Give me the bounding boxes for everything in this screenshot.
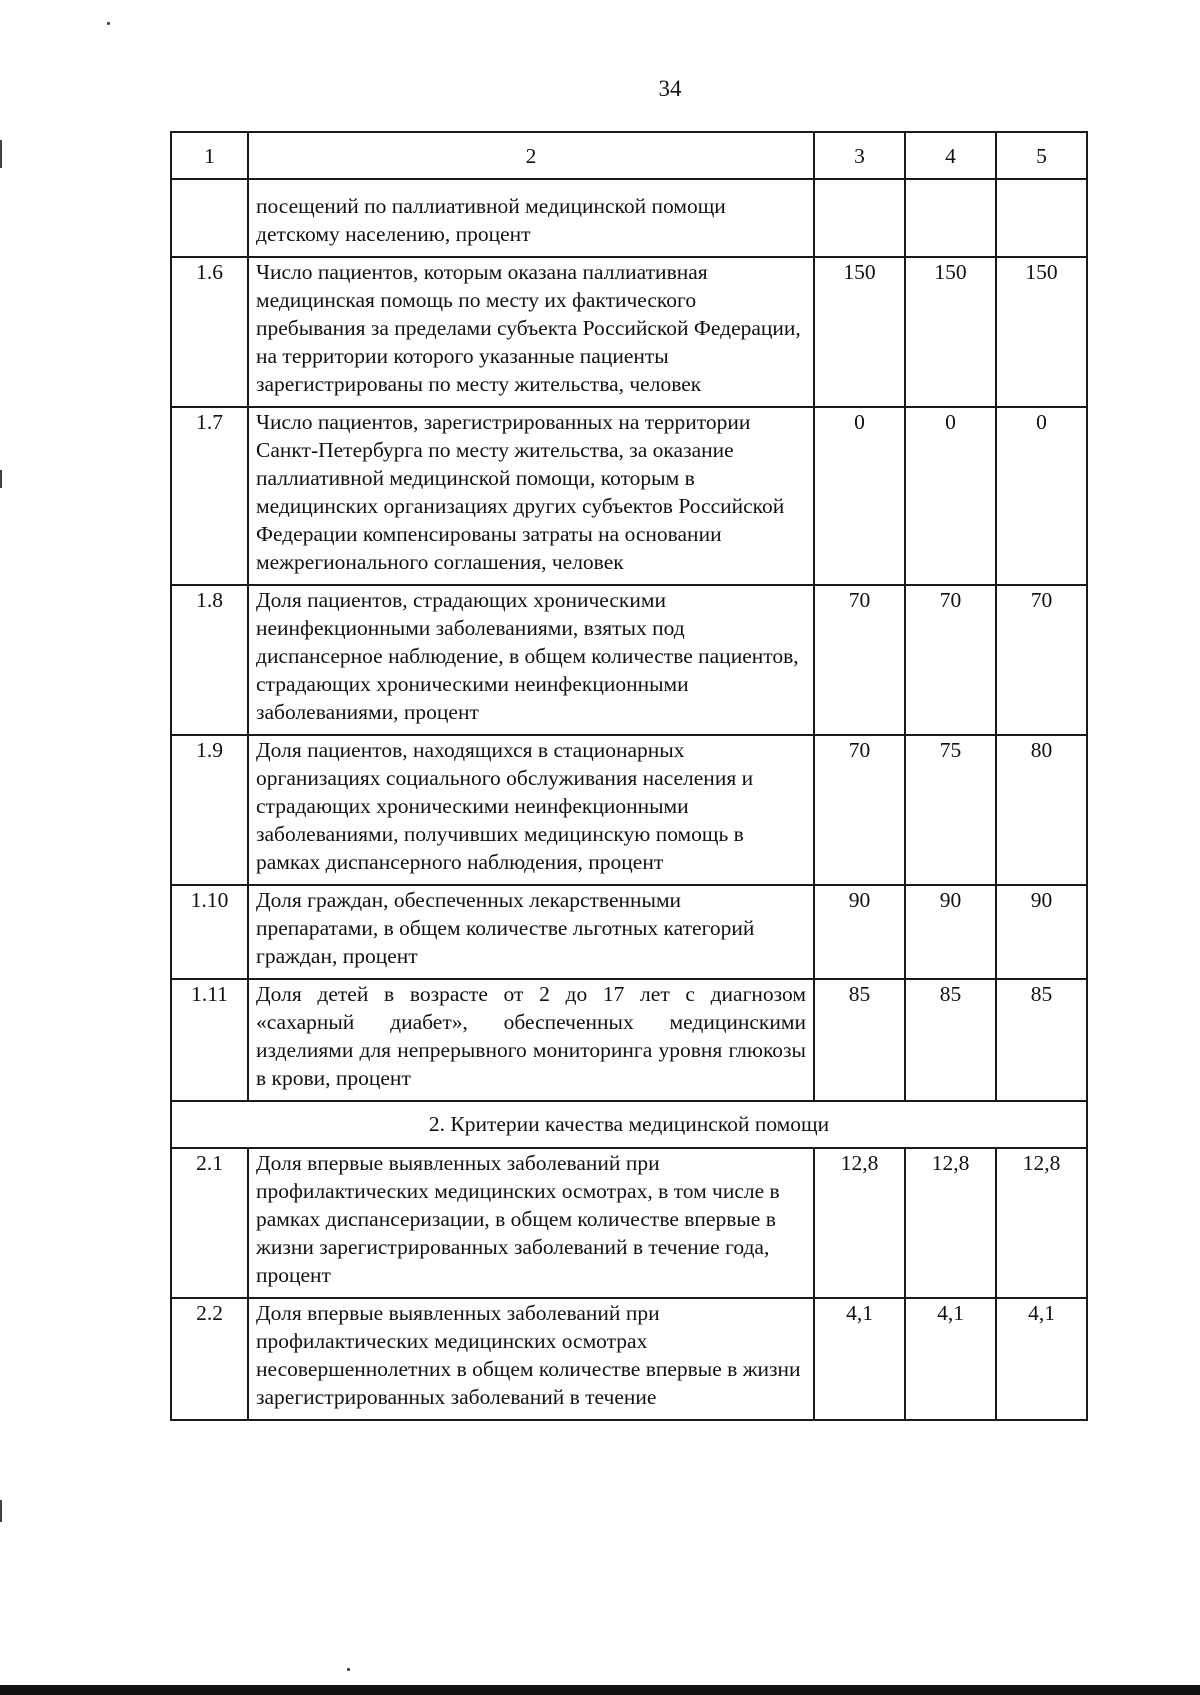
section-title: 2. Критерии качества медицинской помощи: [171, 1101, 1087, 1148]
row-value-col4: 70: [905, 585, 996, 735]
table-row: [171, 407, 1087, 585]
row-value-col5: 150: [996, 257, 1087, 407]
header-cell-3: 3: [814, 132, 905, 179]
row-value-col5: 70: [996, 585, 1087, 735]
scan-bottom-edge: [0, 1685, 1200, 1695]
criteria-table: [170, 131, 1088, 1421]
row-description: Число пациентов, зарегистрированных на территории Санкт-Петербурга по месту жительства, за оказание паллиативной медицинской помощи, которым в медицинских организациях других субъектов Российской Федерации компенсированы затраты на основании межрегионального соглашения, человек: [248, 407, 814, 585]
row-number: 2.2: [171, 1298, 248, 1420]
header-cell-5: 5: [996, 132, 1087, 179]
row-value-col4: 0: [905, 407, 996, 585]
table-row: [171, 257, 1087, 407]
row-description: посещений по паллиативной медицинской помощи детскому населению, процент: [248, 179, 814, 257]
page-number: 34: [658, 76, 682, 101]
row-value-col3: 70: [814, 585, 905, 735]
row-value-col3: [814, 179, 905, 257]
row-description: Доля пациентов, находящихся в стационарных организациях социального обслуживания населения и страдающих хроническими неинфекционными заболеваниями, получивших медицинскую помощь в рамках диспансерного наблюдения, процент: [248, 735, 814, 885]
row-value-col5: 90: [996, 885, 1087, 979]
row-description: Доля впервые выявленных заболеваний при профилактических медицинских осмотрах, в том числе в рамках диспансеризации, в общем количестве впервые в жизни зарегистрированных заболеваний в течение года, процент: [248, 1148, 814, 1298]
scan-speck: [107, 22, 110, 25]
table-row: [171, 585, 1087, 735]
row-value-col4: 4,1: [905, 1298, 996, 1420]
row-number: 1.11: [171, 979, 248, 1101]
row-number: 1.10: [171, 885, 248, 979]
row-description: Доля впервые выявленных заболеваний при профилактических медицинских осмотрах несовершеннолетних в общем количестве впервые в жизни зарегистрированных заболеваний в течение: [248, 1298, 814, 1420]
row-value-col5: [996, 179, 1087, 257]
scan-edge-mark: [0, 140, 2, 168]
row-value-col3: 85: [814, 979, 905, 1101]
row-value-col4: 150: [905, 257, 996, 407]
row-number: 1.8: [171, 585, 248, 735]
scan-speck: [347, 1668, 350, 1671]
row-number: 1.9: [171, 735, 248, 885]
table-row: [171, 979, 1087, 1101]
row-value-col3: 90: [814, 885, 905, 979]
row-value-col5: 12,8: [996, 1148, 1087, 1298]
table-header-row: [171, 132, 1087, 179]
row-number: 2.1: [171, 1148, 248, 1298]
table-row: [171, 1148, 1087, 1298]
row-value-col4: 75: [905, 735, 996, 885]
row-number: [171, 179, 248, 257]
row-value-col4: 12,8: [905, 1148, 996, 1298]
header-cell-1: 1: [171, 132, 248, 179]
row-value-col3: 12,8: [814, 1148, 905, 1298]
row-value-col3: 0: [814, 407, 905, 585]
row-value-col5: 0: [996, 407, 1087, 585]
table-row: [171, 1298, 1087, 1420]
scan-edge-mark: [0, 1500, 2, 1522]
row-value-col4: [905, 179, 996, 257]
row-number: 1.7: [171, 407, 248, 585]
section-header-row: [171, 1101, 1087, 1148]
row-value-col3: 4,1: [814, 1298, 905, 1420]
row-description: Число пациентов, которым оказана паллиативная медицинская помощь по месту их фактического пребывания за пределами субъекта Российской Федерации, на территории которого указанные пациенты зарегистрированы по месту жительства, человек: [248, 257, 814, 407]
row-value-col3: 70: [814, 735, 905, 885]
row-value-col5: 80: [996, 735, 1087, 885]
table-row: [171, 179, 1087, 257]
header-cell-4: 4: [905, 132, 996, 179]
row-value-col5: 85: [996, 979, 1087, 1101]
row-value-col3: 150: [814, 257, 905, 407]
row-description: Доля граждан, обеспеченных лекарственными препаратами, в общем количестве льготных категорий граждан, процент: [248, 885, 814, 979]
row-value-col5: 4,1: [996, 1298, 1087, 1420]
row-value-col4: 85: [905, 979, 996, 1101]
table-row: [171, 885, 1087, 979]
table-row: [171, 735, 1087, 885]
header-cell-2: 2: [248, 132, 814, 179]
scan-edge-mark: [0, 470, 2, 488]
row-number: 1.6: [171, 257, 248, 407]
row-description: Доля пациентов, страдающих хроническими неинфекционными заболеваниями, взятых под диспансерное наблюдение, в общем количестве пациентов, страдающих хроническими неинфекционными заболеваниями, процент: [248, 585, 814, 735]
row-description: Доля детей в возрасте от 2 до 17 лет с диагнозом «сахарный диабет», обеспеченных медицинскими изделиями для непрерывного мониторинга уровня глюкозы в крови, процент: [248, 979, 814, 1101]
row-value-col4: 90: [905, 885, 996, 979]
